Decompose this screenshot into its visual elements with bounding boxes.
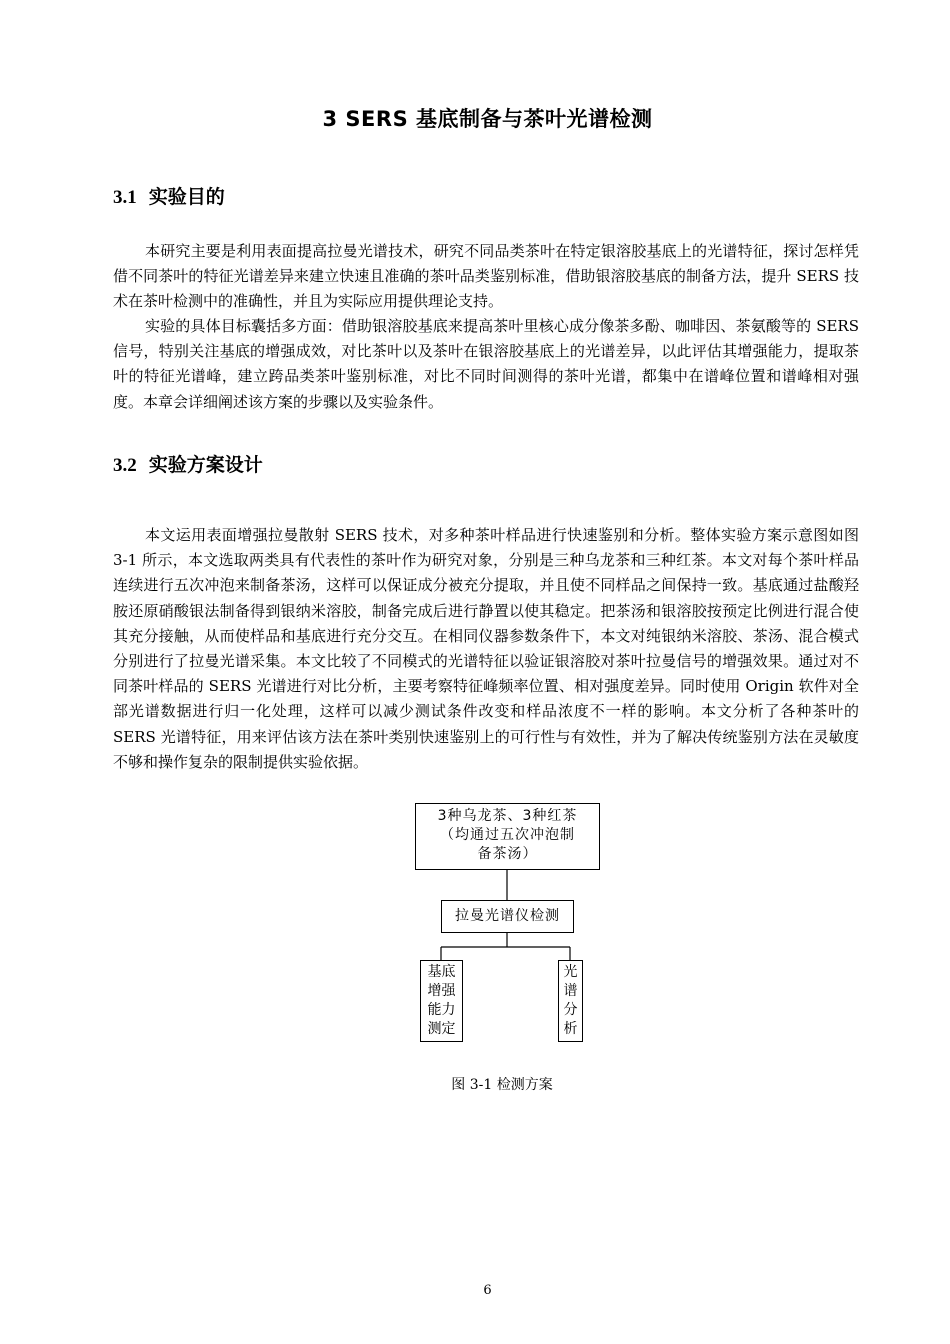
flow-box-substrate-enhancement (420, 960, 463, 1042)
flow-box-line: （均通过五次冲泡制 (440, 827, 575, 843)
flow-box-line: 光 (563, 964, 578, 980)
figure-caption: 图 3-1 检测方案 (451, 1077, 553, 1093)
section-number: 3.1 (113, 187, 137, 208)
section-title-text: 实验目的 (148, 186, 225, 208)
flow-box-line: 析 (563, 1021, 578, 1037)
flow-box-line: 增强 (427, 983, 456, 999)
chapter-title: 3 SERS 基底制备与茶叶光谱检测 (322, 107, 653, 131)
flow-box-line: 3种乌龙茶、3种红茶 (437, 808, 578, 824)
flowchart-figure (400, 800, 620, 1050)
section-number: 3.2 (113, 455, 137, 476)
page-number: 6 (483, 1283, 492, 1298)
section-title-text: 实验方案设计 (148, 454, 263, 476)
paragraph: 实验的具体目标囊括多方面：借助银溶胶基底来提高茶叶里核心成分像茶多酚、咖啡因、茶氨酸等的 SERS 信号，特别关注基底的增强成效，对比茶叶以及茶叶在银溶胶基底上的光谱差异，以此评估其增强能力，提取茶叶的特征光谱峰，建立跨品类茶叶鉴别标准，对比不同时间测得的茶叶光谱，都集中在谱峰位置和谱峰相对强度。本章会详细阐述该方案的步骤以及实验条件。 (113, 317, 859, 411)
flow-box-line: 能力 (427, 1002, 456, 1018)
flow-box-spectral-analysis (558, 960, 583, 1042)
section-heading-3-2 (113, 450, 263, 477)
paragraph: 本文运用表面增强拉曼散射 SERS 技术，对多种茶叶样品进行快速鉴别和分析。整体实验方案示意图如图 3-1 所示，本文选取两类具有代表性的茶叶作为研究对象，分别是三种乌龙茶和三种红茶。本文对每个茶叶样品连续进行五次冲泡来制备茶汤，这样可以保证成分被充分提取，并且使不同样品之间保持一致。基底通过盐酸羟胺还原硝酸银法制备得到银纳米溶胶，制备完成后进行静置以使其稳定。把茶汤和银溶胶按预定比例进行混合使其充分接触，从而使样品和基底进行充分交互。在相同仪器参数条件下，本文对纯银纳米溶胶、茶汤、混合模式分别进行了拉曼光谱采集。本文比较了不同模式的光谱特征以验证银溶胶对茶叶拉曼信号的增强效果。通过对不同茶叶样品的 SERS 光谱进行对比分析，主要考察特征峰频率位置、相对强度差异。同时使用 Origin 软件对全部光谱数据进行归一化处理，这样可以减少测试条件改变和样品浓度不一样的影响。本文分析了各种茶叶的 SERS 光谱特征，用来评估该方法在茶叶类别快速鉴别上的可行性与有效性，并为了解决传统鉴别方法在灵敏度不够和操作复杂的限制提供实验依据。 (113, 526, 859, 771)
flow-box-tea-samples (415, 803, 600, 870)
section-heading-3-1 (113, 182, 225, 209)
paragraph: 本研究主要是利用表面提高拉曼光谱技术，研究不同品类茶叶在特定银溶胶基底上的光谱特征，探讨怎样凭借不同茶叶的特征光谱差异来建立快速且准确的茶叶品类鉴别标准，借助银溶胶基底的制备方法，提升 SERS 技术在茶叶检测中的准确性，并且为实际应用提供理论支持。 (113, 242, 859, 311)
flow-box-line: 备茶汤） (477, 846, 538, 862)
flow-box-line: 谱 (563, 983, 578, 999)
flow-box-line: 分 (563, 1002, 578, 1018)
flow-box-line: 测定 (427, 1021, 456, 1037)
flow-box-raman-detection: 拉曼光谱仪检测 (441, 900, 574, 933)
flow-box-line: 基底 (427, 964, 456, 980)
